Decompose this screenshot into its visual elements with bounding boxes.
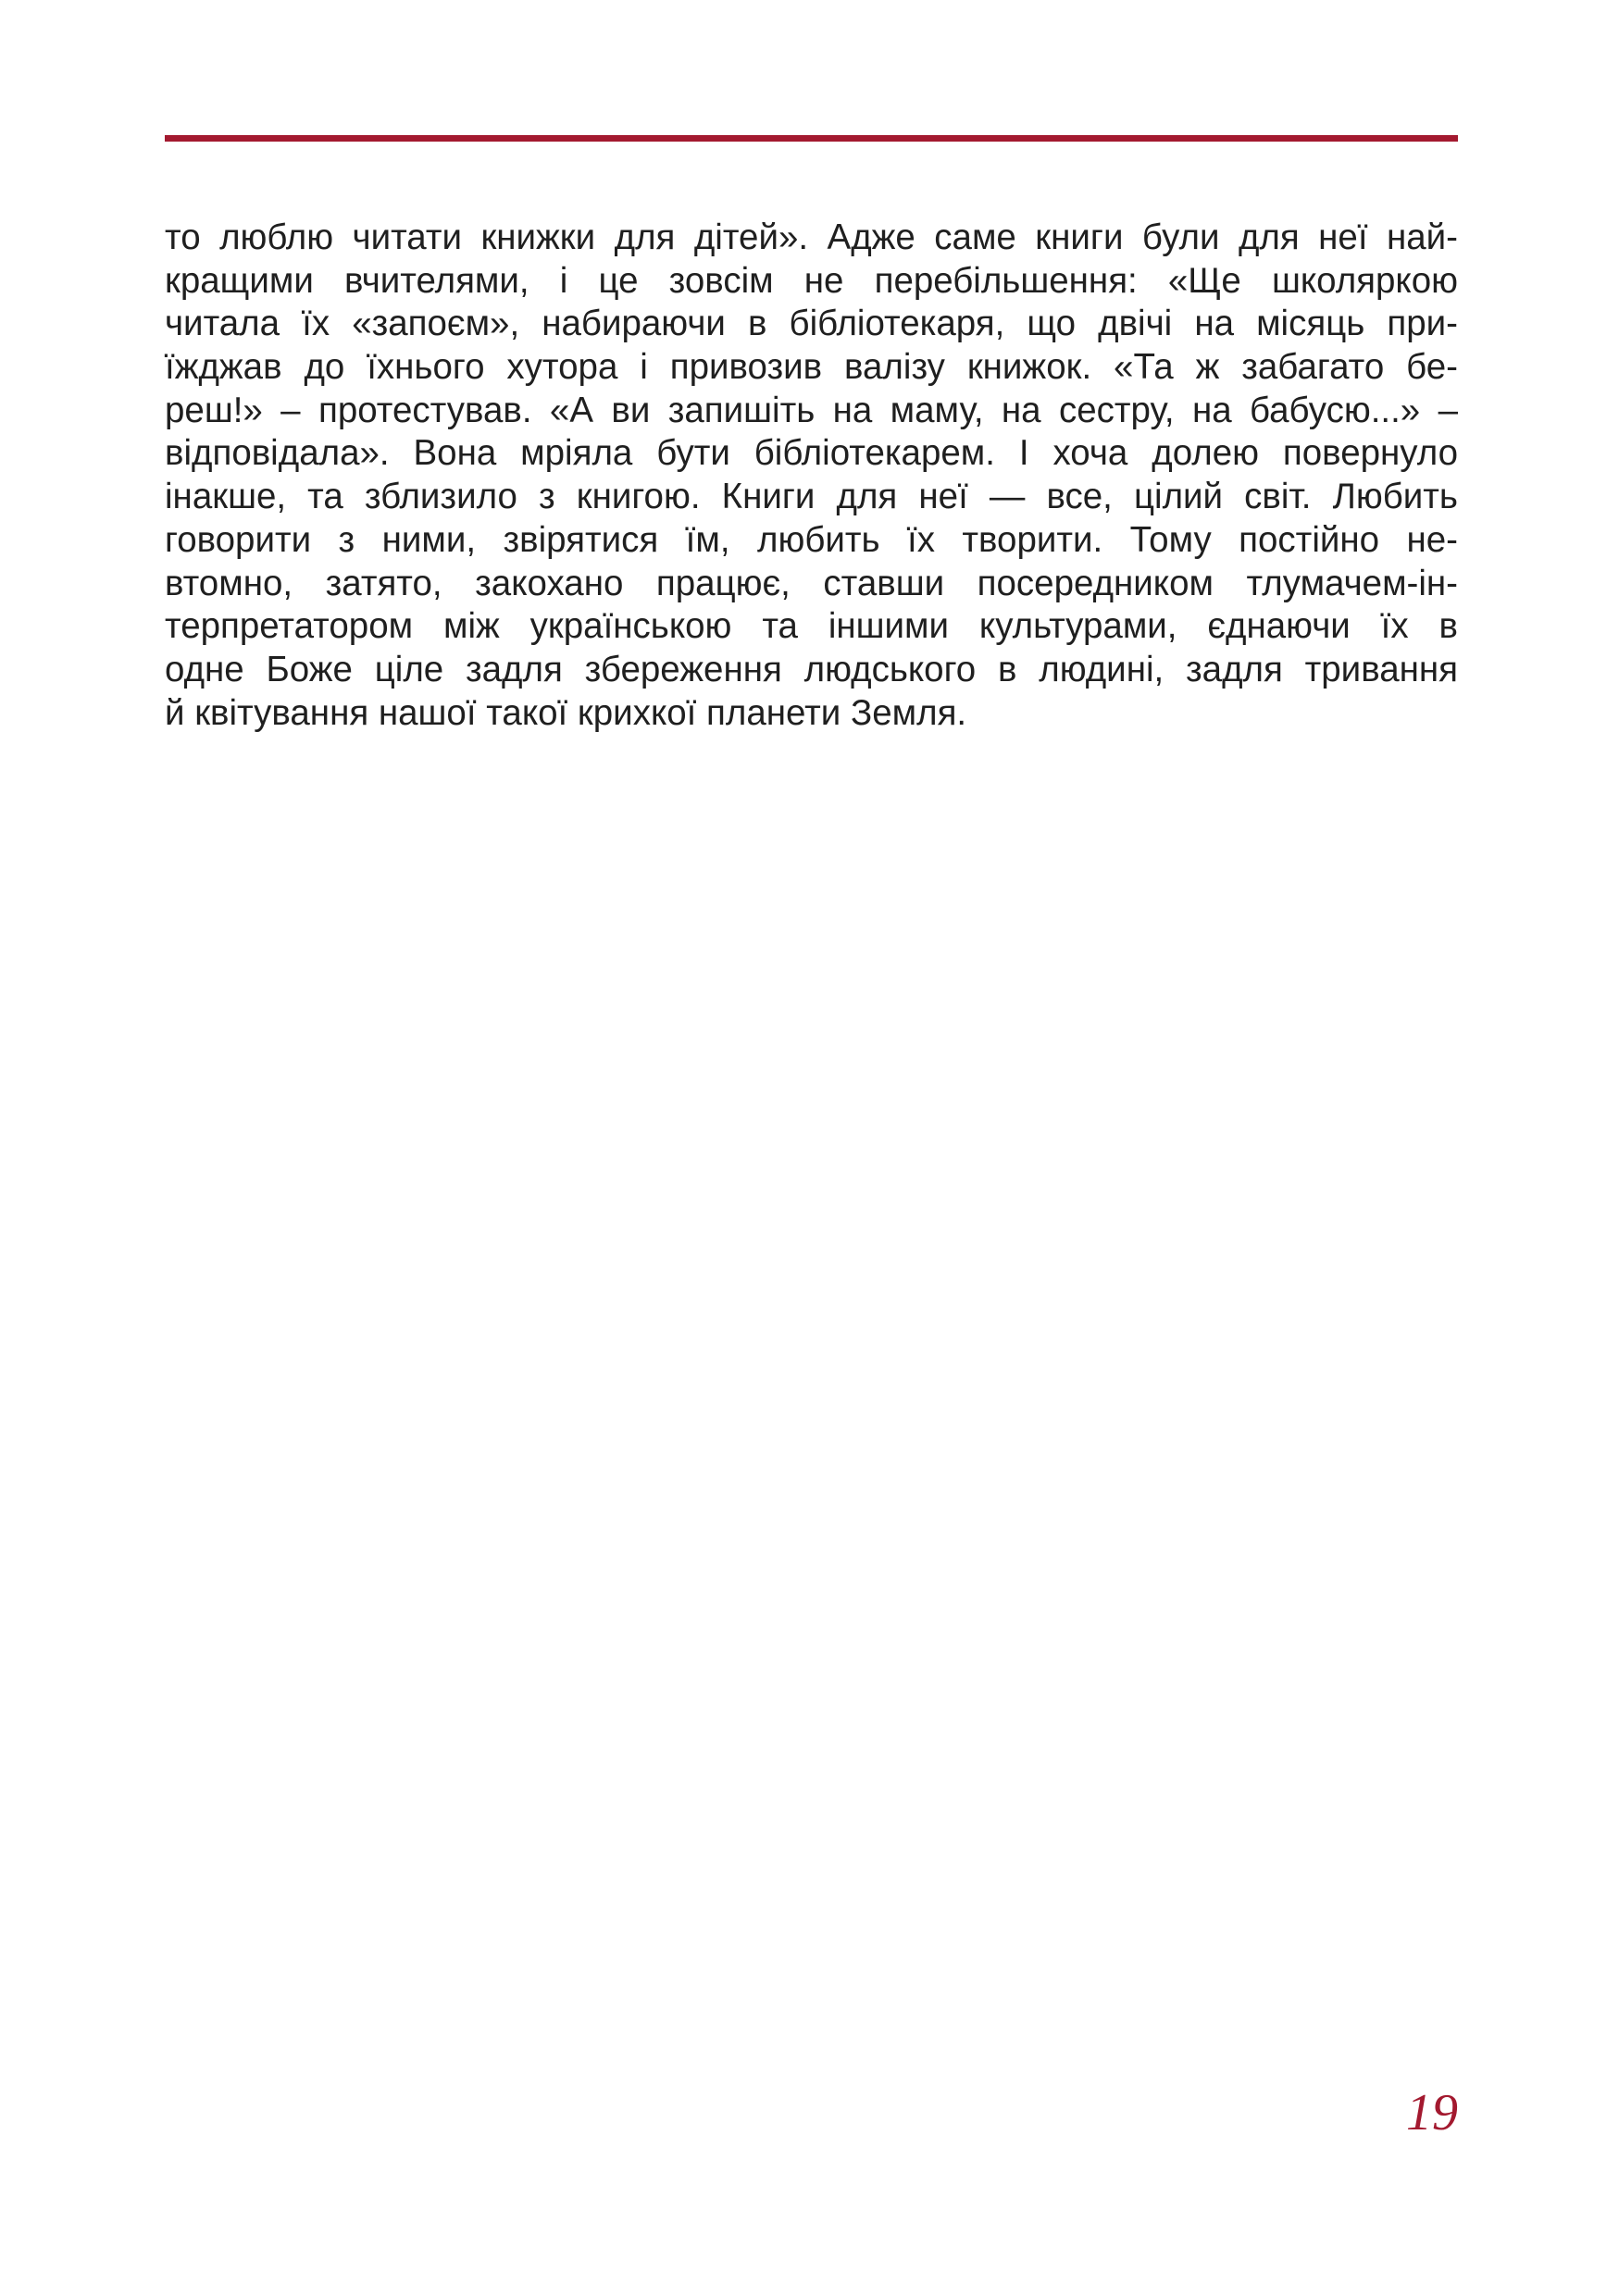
text-line: читала їх «запоєм», набираючи в бібліотекаря, що двічі на місяць при- — [165, 304, 1458, 344]
body-paragraph — [165, 217, 1458, 735]
text-line: кращими вчителями, і це зовсім не перебільшення: «Ще школяркою — [165, 260, 1458, 301]
text-line: їжджав до їхнього хутора і привозив валізу книжок. «Та ж забагато бе- — [165, 347, 1458, 388]
text-line: відповідала». Вона мріяла бути бібліотекарем. І хоча долею повернуло — [165, 433, 1458, 474]
text-line: реш!» – протестував. «А ви запишіть на маму, на сестру, на бабусю...» – — [165, 390, 1458, 430]
text-line: то люблю читати книжки для дітей». Адже саме книги були для неї най- — [165, 217, 1458, 257]
text-line: втомно, затято, закохано працює, ставши посередником тлумачем-ін- — [165, 563, 1458, 603]
header-rule — [165, 135, 1458, 142]
text-line: одне Боже ціле задля збереження людського в людині, задля тривання — [165, 649, 1458, 689]
text-line: говорити з ними, звірятися їм, любить їх творити. Тому постійно не- — [165, 519, 1458, 560]
text-line: інакше, та зблизило з книгою. Книги для неї — все, цілий світ. Любить — [165, 477, 1458, 517]
text-line: терпретатором між українською та іншими культурами, єднаючи їх в — [165, 606, 1458, 647]
text-line: й квітування нашої такої крихкої планети Земля. — [165, 692, 967, 733]
page-number: 19 — [1406, 2084, 1458, 2141]
